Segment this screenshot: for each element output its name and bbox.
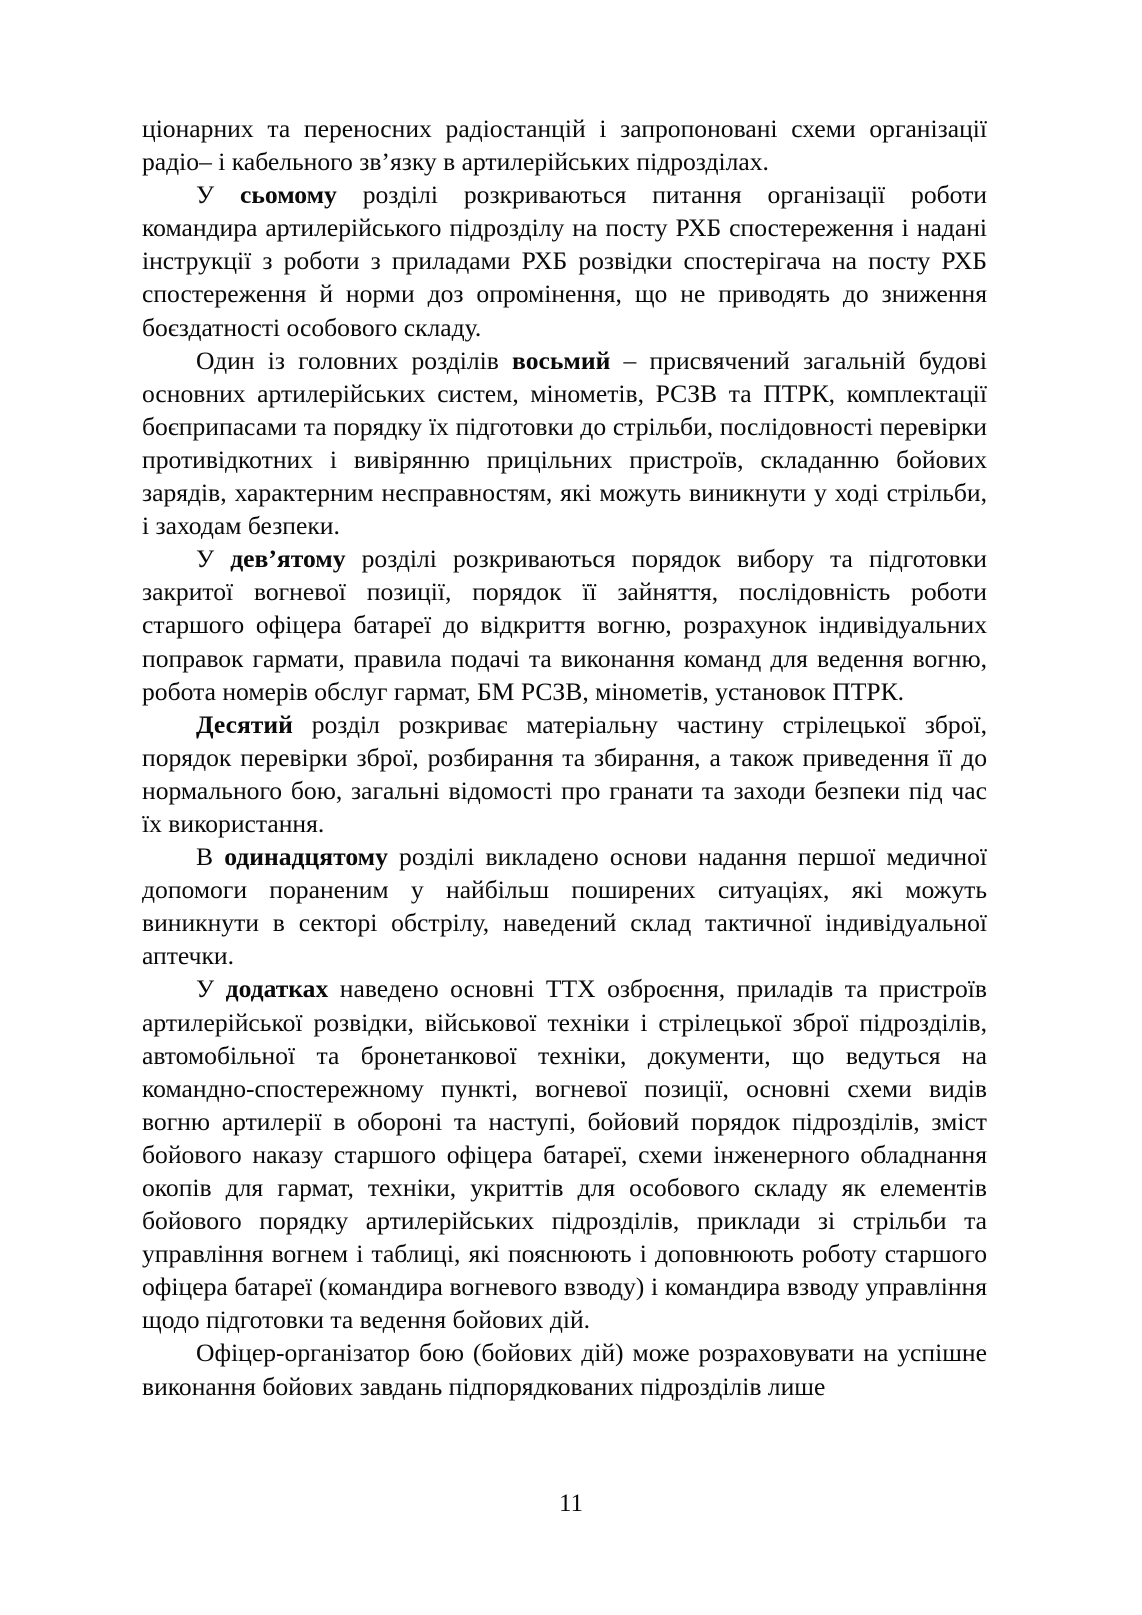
paragraph-rest-text: розділ розкриває матеріальну частину стрілецької зброї, порядок перевірки зброї, розбирання та збирання, а також приведення її до нормального бою, загальні відомості про гранати та заходи безпеки під час їх використання. <box>142 709 987 838</box>
emphasis-word-tenth: Десятий <box>196 709 293 739</box>
emphasis-word-eleventh: одинадцятому <box>224 842 388 872</box>
paragraph-appendices <box>142 972 987 1336</box>
paragraph-lead-text: В <box>196 842 225 872</box>
paragraph-section-eleven <box>142 840 987 972</box>
page-number: 11 <box>558 1490 584 1517</box>
emphasis-word-appendices: додатках <box>225 974 329 1004</box>
paragraph-lead-text: У <box>196 974 226 1004</box>
paragraph-rest-text: наведено основні ТТХ озброєння, приладів та пристроїв артилерійської розвідки, військової техніки і стрілецької зброї підрозділів, автомобільної та бронетанкової техніки, документи, що ведуться на командно-спостережному пункті, вогневої позиції, основні схеми видів вогню артилерії в обороні та наступі, бойовий порядок підрозділів, зміст бойового наказу старшого офіцера батареї, схеми інженерного обладнання окопів для гармат, техніки, укриттів для особового складу як елементів бойового порядку артилерійських підрозділів, приклади зі стрільби та управління вогнем і таблиці, які пояснюють і доповнюють роботу старшого офіцера батареї (командира вогневого взводу) і командира взводу управління щодо підготовки та ведення бойових дій. <box>142 974 987 1335</box>
emphasis-word-ninth: дев’ятому <box>230 544 346 574</box>
emphasis-word-eighth: восьмий <box>512 345 611 375</box>
paragraph-lead-text: Один із головних розділів <box>196 345 513 375</box>
paragraph-section-eight <box>142 344 987 543</box>
paragraph-rest-text: – присвячений загальній будові основних артилерійських систем, мінометів, РСЗВ та ПТРК, комплектації боєприпасами та порядку їх підготовки до стрільби, послідовності перевірки противідкотних і вивірянню прицільних пристроїв, складанню бойових зарядів, характерним несправностям, які можуть виникнути у ході стрільби, і заходам безпеки. <box>142 345 987 541</box>
paragraph-rest-text: розділі розкриваються питання організації роботи командира артилерійського підрозділу на посту РХБ спостереження і надані інструкції з роботи з приладами РХБ розвідки спостерігача на посту РХБ спостереження й норми доз опромінення, що не приводять до зниження боєздатності особового складу. <box>142 180 987 342</box>
paragraph-section-seven <box>142 178 987 343</box>
paragraph-lead-text: У <box>196 544 231 574</box>
paragraph-text: ціонарних та переносних радіостанцій і запропоновані схеми організації радіо– і кабельного зв’язку в артилерійських підрозділах. <box>142 114 987 177</box>
paragraph-rest-text: розділі викладено основи надання першої медичної допомоги пораненим у найбільш поширених ситуаціях, які можуть виникнути в секторі обстрілу, наведений склад тактичної індивідуальної аптечки. <box>142 842 987 971</box>
page-body-text <box>142 112 987 1403</box>
paragraph-rest-text: розділі розкриваються порядок вибору та підготовки закритої вогневої позиції, порядок її зайняття, послідовність роботи старшого офіцера батареї до відкриття вогню, розрахунок індивідуальних поправок гармати, правила подачі та виконання команд для ведення вогню, робота номерів обслуг гармат, БМ РСЗВ, мінометів, установок ПТРК. <box>142 544 987 706</box>
paragraph-text: Офіцер-організатор бою (бойових дій) може розраховувати на успішне виконання бойових завдань підпорядкованих підрозділів лише <box>142 1338 987 1401</box>
paragraph-officer-organizer <box>142 1336 987 1402</box>
paragraph-continued-radio <box>142 112 987 178</box>
paragraph-lead-text: У <box>196 180 240 210</box>
emphasis-word-seventh: сьомому <box>240 180 337 210</box>
paragraph-section-ten <box>142 708 987 840</box>
paragraph-section-nine <box>142 542 987 707</box>
